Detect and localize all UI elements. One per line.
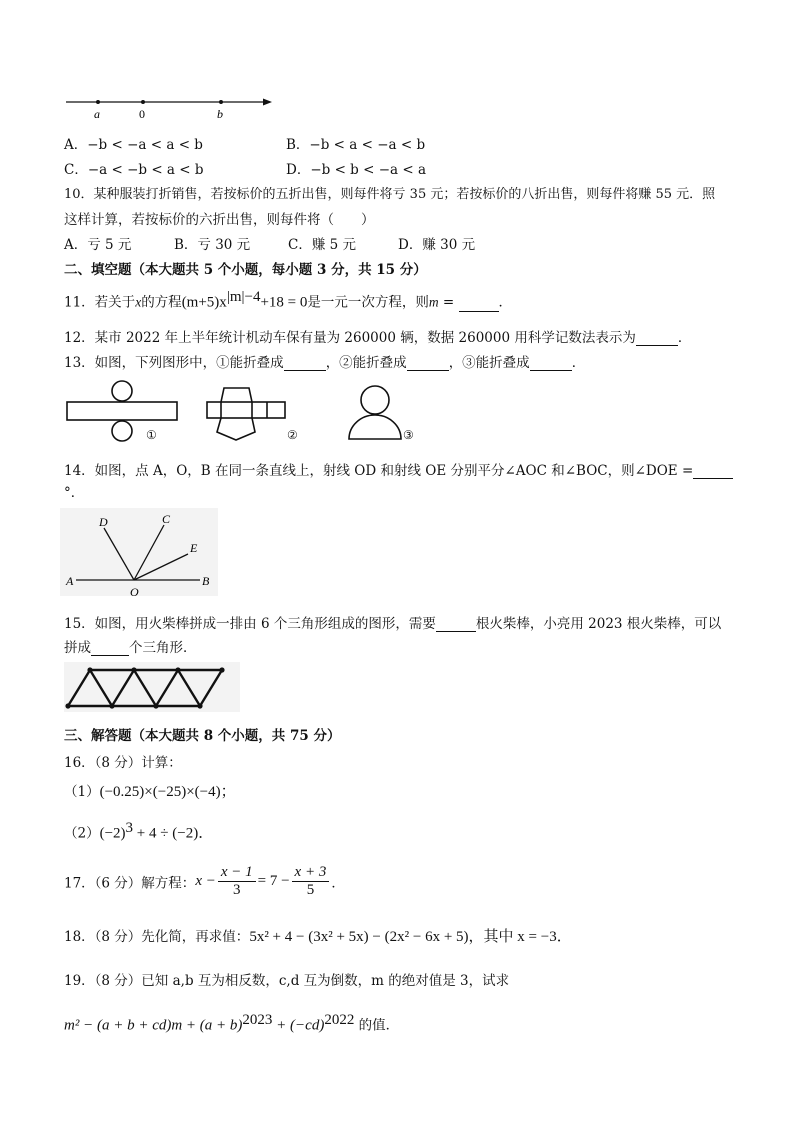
q19-line1: 19．（8 分）已知 a,b 互为相反数，c,d 互为倒数，m 的绝对值是 3，试求: [64, 973, 510, 989]
q11-exponent: |m|−4: [226, 289, 261, 305]
point-label-d: D: [99, 515, 108, 529]
point-label-a: A: [66, 574, 74, 588]
q15-line2-a: 拼成: [64, 640, 91, 656]
q11-eq: =: [438, 294, 459, 311]
point-0-dot: [141, 100, 145, 104]
q15-blank-2: [91, 642, 129, 657]
q9-option-c: C．−a < −b < a < b: [64, 162, 204, 178]
q10-option-a: A．亏 5 元: [64, 237, 132, 253]
q9-option-a: A．−b < −a < a < b: [64, 137, 203, 153]
q16-p1-expr: (−0.25)×(−25)×(−4)；: [99, 784, 236, 800]
q16-p2-label: （2）: [64, 825, 100, 842]
q17-fraction-1: [218, 864, 256, 899]
q16-p2-base: (−2): [99, 825, 126, 842]
q10-option-c: C．赚 5 元: [288, 237, 357, 253]
prism-net-figure: [205, 386, 285, 442]
q19-line2: [64, 1012, 399, 1035]
q16-p2-rest: + 4 ÷ (−2)．: [133, 825, 214, 842]
q11: [64, 289, 512, 312]
section3-title: 三、解答题（本大题共 8 个小题，共 75 分）: [64, 728, 341, 744]
q11-suffix: 是一元一次方程，则: [307, 294, 429, 311]
q13-text: 13．如图，下列图形中，①能折叠成: [64, 355, 284, 371]
q16-part1: [64, 780, 236, 801]
q13-blank-3: [530, 357, 572, 372]
q15-blank-1: [436, 618, 476, 633]
q19-exp1: 2023: [242, 1012, 273, 1028]
q15-text-b: 根火柴棒，小亮用 2023 根火柴棒，可以: [475, 616, 722, 632]
q17-lhs: x −: [195, 873, 216, 889]
q11-expr: (m+5)x: [181, 294, 227, 311]
label-a: a: [94, 107, 100, 121]
q10-option-d: D．赚 30 元: [398, 237, 476, 253]
label-b: b: [217, 107, 223, 121]
label-0: 0: [139, 107, 145, 121]
q19-expr-a: m² − (a + b + cd)m + (a + b): [64, 1017, 243, 1034]
q16-p1-label: （1）: [64, 784, 100, 800]
q16-part2: [64, 820, 213, 843]
q17-f1-num: x − 1: [218, 864, 256, 882]
q12-answer-blank: [636, 332, 678, 347]
q10-text-line1: 10．某种服装打折销售，若按标价的五折出售，则每件将亏 35 元；若按标价的八折出售，则每件将赚 55 元．照: [64, 187, 716, 202]
q13-blank-2: [407, 357, 449, 372]
q13: [64, 351, 585, 371]
q13-end: ．: [571, 355, 586, 371]
q11-mid: 的方程: [141, 294, 182, 311]
fig-label-1: ①: [146, 428, 157, 442]
q12-end: ．: [677, 330, 692, 346]
angle-figure: [60, 508, 220, 600]
q17-mid: = 7 −: [257, 873, 290, 889]
q17-f2-den: 5: [306, 882, 315, 898]
point-label-b: B: [202, 574, 210, 588]
q19-expr-b: + (−cd): [272, 1017, 325, 1034]
q9-option-b: B．−b < a < −a < b: [286, 137, 426, 153]
matchstick-triangles-figure: [64, 662, 244, 714]
q13-blank-1: [284, 357, 326, 372]
q10-option-b: B．亏 30 元: [174, 237, 251, 253]
point-b-dot: [219, 100, 223, 104]
q11-var-m: m: [428, 294, 439, 310]
q9-option-d: D．−b < b < −a < a: [286, 162, 427, 178]
q11-tail: +18 = 0: [260, 294, 308, 311]
number-line-arrow: [263, 99, 272, 106]
q17-fraction-2: [292, 864, 330, 899]
q12: [64, 326, 691, 346]
q16-header: 16．（8 分）计算：: [64, 755, 182, 771]
q11-prefix: 11．若关于: [64, 294, 136, 311]
q14-text: 14．如图，点 A，O，B 在同一条直线上，射线 OD 和射线 OE 分别平分∠AOC 和∠BOC，则∠DOE =: [64, 463, 694, 479]
q19-exp2: 2022: [324, 1012, 355, 1028]
q11-answer-blank: [459, 297, 499, 312]
q12-text: 12．某市 2022 年上半年统计机动车保有量为 260000 辆，数据 260000 用科学记数法表示为: [64, 330, 636, 346]
q10-text-line2: 这样计算，若按标价的六折出售，则每件将（ ）: [64, 212, 375, 228]
q17: [64, 864, 345, 899]
q17-header: 17．（6 分）解方程：: [64, 875, 196, 892]
q18-expr: 5x² + 4 − (3x² + 5x) − (2x² − 6x + 5)，其中 x = −3．: [249, 929, 572, 945]
q13-part2: ，②能折叠成: [325, 355, 407, 371]
q15-line2-b: 个三角形．: [129, 640, 197, 656]
point-label-c: C: [162, 512, 171, 526]
q17-f1-den: 3: [232, 882, 241, 898]
q14-answer-blank: [693, 465, 733, 480]
q11-end: ．: [498, 294, 513, 311]
q17-f2-num: x + 3: [292, 864, 330, 882]
point-label-o: O: [130, 585, 139, 599]
q18: [64, 925, 572, 946]
q11-var-x: x: [135, 294, 142, 310]
cone-net-figure: [346, 384, 406, 442]
fig-label-3: ③: [403, 428, 414, 442]
q13-part3: ，③能折叠成: [448, 355, 530, 371]
number-line-figure: [60, 92, 280, 124]
point-label-e: E: [190, 541, 198, 555]
fig-label-2: ②: [287, 428, 298, 442]
q15-line2: [64, 636, 197, 656]
q18-header: 18．（8 分）先化简，再求值：: [64, 929, 250, 945]
q15-text: 15．如图，用火柴棒拼成一排由 6 个三角形组成的图形，需要: [64, 616, 436, 632]
q17-end: ．: [331, 875, 345, 892]
q16-p2-exp: 3: [125, 820, 134, 836]
q14-line2: °．: [64, 485, 85, 501]
q19-end: 的值．: [354, 1017, 400, 1034]
q14: [64, 459, 733, 479]
point-a-dot: [96, 100, 100, 104]
section2-title: 二、填空题（本大题共 5 个小题，每小题 3 分，共 15 分）: [64, 262, 427, 278]
q15: [64, 612, 721, 632]
